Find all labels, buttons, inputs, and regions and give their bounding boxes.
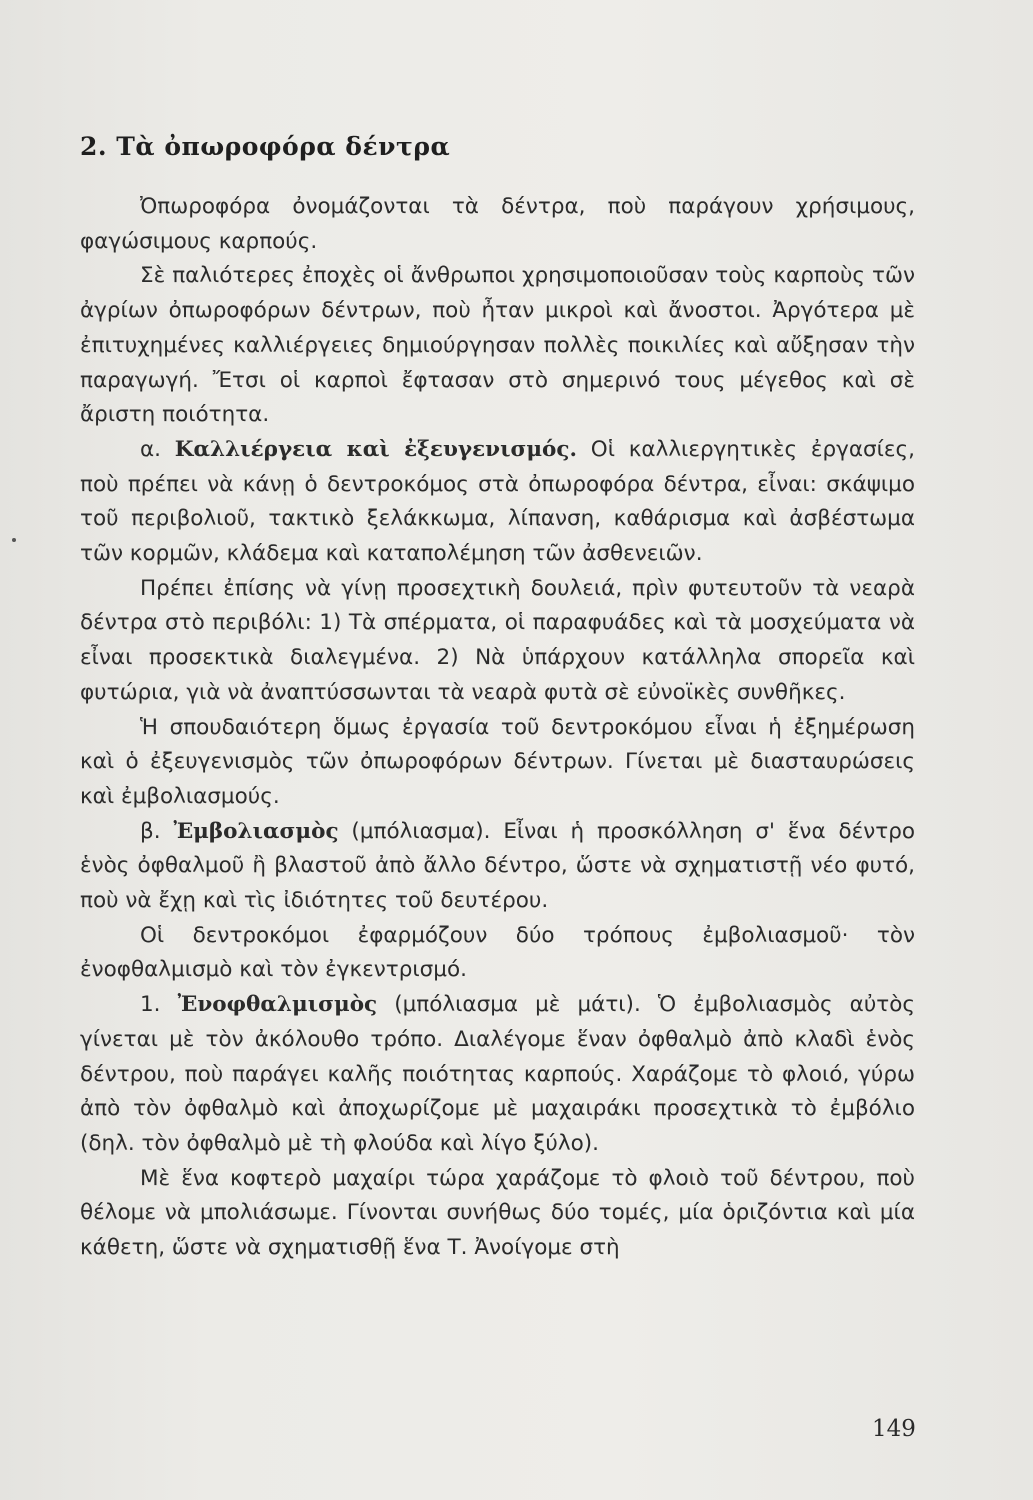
paragraph-cultivation (80, 433, 915, 572)
section-heading: 2. Τὰ ὀπωροφόρα δέντρα (80, 132, 451, 161)
paragraph-budding (80, 988, 915, 1162)
paragraph-grafting-methods: Οἱ δεντροκόμοι ἐφαρμόζουν δύο τρόπους ἐμβολιασμοῦ· τὸν ἐνοφθαλμισμὸ καὶ τὸν ἐγκεντρισμό. (80, 922, 915, 983)
paragraph-history: Σὲ παλιότερες ἐποχὲς οἱ ἄνθρωποι χρησιμοποιοῦσαν τοὺς καρποὺς τῶν ἀγρίων ὀπωροφόρων δέντρων, ποὺ ἦταν μικροὶ καὶ ἄνοστοι. Ἀργότερα μὲ ἐπιτυχημένες καλλιέργειες δημιούργησαν πολλὲς ποικιλίες καὶ αὔξησαν τὴν παραγωγή. Ἔτσι οἱ καρποὶ ἔφτασαν στὸ σημερινό τους μέγεθος καὶ σὲ ἄριστη ποιότητα. (80, 263, 915, 428)
list-marker-1: 1. (140, 992, 178, 1018)
paragraph-planting: Πρέπει ἐπίσης νὰ γίνῃ προσεχτικὴ δουλειά, πρὶν φυτευτοῦν τὰ νεαρὰ δέντρα στὸ περιβόλι: 1) Τὰ σπέρματα, οἱ παραφυάδες καὶ τὰ μοσχεύματα νὰ εἶναι προσεκτικὰ διαλεγμένα. 2) Νὰ ὑπάρχουν κατάλληλα σπορεῖα καὶ φυτώρια, γιὰ νὰ ἀναπτύσσωνται τὰ νεαρὰ φυτὰ σὲ εὐνοϊκὲς συνθῆκες. (80, 575, 915, 705)
paragraph-cutting: Μὲ ἕνα κοφτερὸ μαχαίρι τώρα χαράζομε τὸ φλοιὸ τοῦ δέντρου, ποὺ θέλομε νὰ μπολιάσωμε. Γίνονται συνήθως δύο τομές, μία ὁριζόντια καὶ μία κάθετη, ὥστε νὰ σχηματισθῇ ἕνα Τ. Ἀνοίγομε στὴ (80, 1165, 915, 1261)
grafting-text: (μπόλιασμα). Εἶναι ἡ προσκόλληση σ' ἕνα δέντρο ἑνὸς ὀφθαλμοῦ ἢ βλαστοῦ ἀπὸ ἄλλο δέντρο, ὥστε νὰ σχηματιστῇ νέο φυτό, ποὺ νὰ ἔχῃ καὶ τὶς ἰδιότητες τοῦ δευτέρου. (80, 818, 916, 914)
list-marker-b: β. (140, 818, 174, 844)
page-number: 149 (872, 1416, 916, 1442)
paragraph-domestication: Ἡ σπουδαιότερη ὅμως ἐργασία τοῦ δεντροκόμου εἶναι ἡ ἐξημέρωση καὶ ὁ ἐξευγενισμὸς τῶν ὀπωροφόρων δέντρων. Γίνεται μὲ διασταυρώσεις καὶ ἐμβολιασμούς. (80, 714, 915, 809)
list-marker-a: α. (140, 436, 175, 462)
subheading-grafting: Ἐμβολιασμὸς (173, 818, 339, 844)
paragraph-grafting (80, 815, 915, 919)
cultivation-text: Οἱ καλλιεργητικὲς ἐργασίες, ποὺ πρέπει νὰ κάνῃ ὁ δεντροκόμος στὰ ὀπωροφόρα δέντρα, εἶναι: σκάψιμο τοῦ περιβολιοῦ, τακτικὸ ξελάκκωμα, λίπανση, καθάρισμα καὶ ἀσβέστωμα τῶν κορμῶν, κλάδεμα καὶ καταπολέμηση τῶν ἀσθενειῶν. (80, 436, 915, 567)
paragraph-definition: Ὀπωροφόρα ὀνομάζονται τὰ δέντρα, ποὺ παράγουν χρήσιμους, φαγώσιμους καρπούς. (80, 194, 915, 254)
subheading-cultivation: Καλλιέργεια καὶ ἐξευγενισμός. (174, 436, 577, 462)
budding-text: (μπόλιασμα μὲ μάτι). Ὁ ἐμβολιασμὸς αὐτὸς γίνεται μὲ τὸν ἀκόλουθο τρόπο. Διαλέγομε ἕναν ὀφθαλμὸ ἀπὸ κλαδὶ ἑνὸς δέντρου, ποὺ παράγει καλῆς ποιότητας καρπούς. Χαράζομε τὸ φλοιό, γύρω ἀπὸ τὸν ὀφθαλμὸ καὶ ἀποχωρίζομε μὲ μαχαιράκι προσεχτικὰ τὸ ἐμβόλιο (δηλ. τὸν ὀφθαλμὸ μὲ τὴ φλούδα καὶ λίγο ξύλο). (80, 992, 915, 1156)
speck-mark (12, 538, 16, 542)
body-text (80, 190, 915, 1266)
subheading-budding: Ἐνοφθαλμισμὸς (177, 992, 378, 1018)
